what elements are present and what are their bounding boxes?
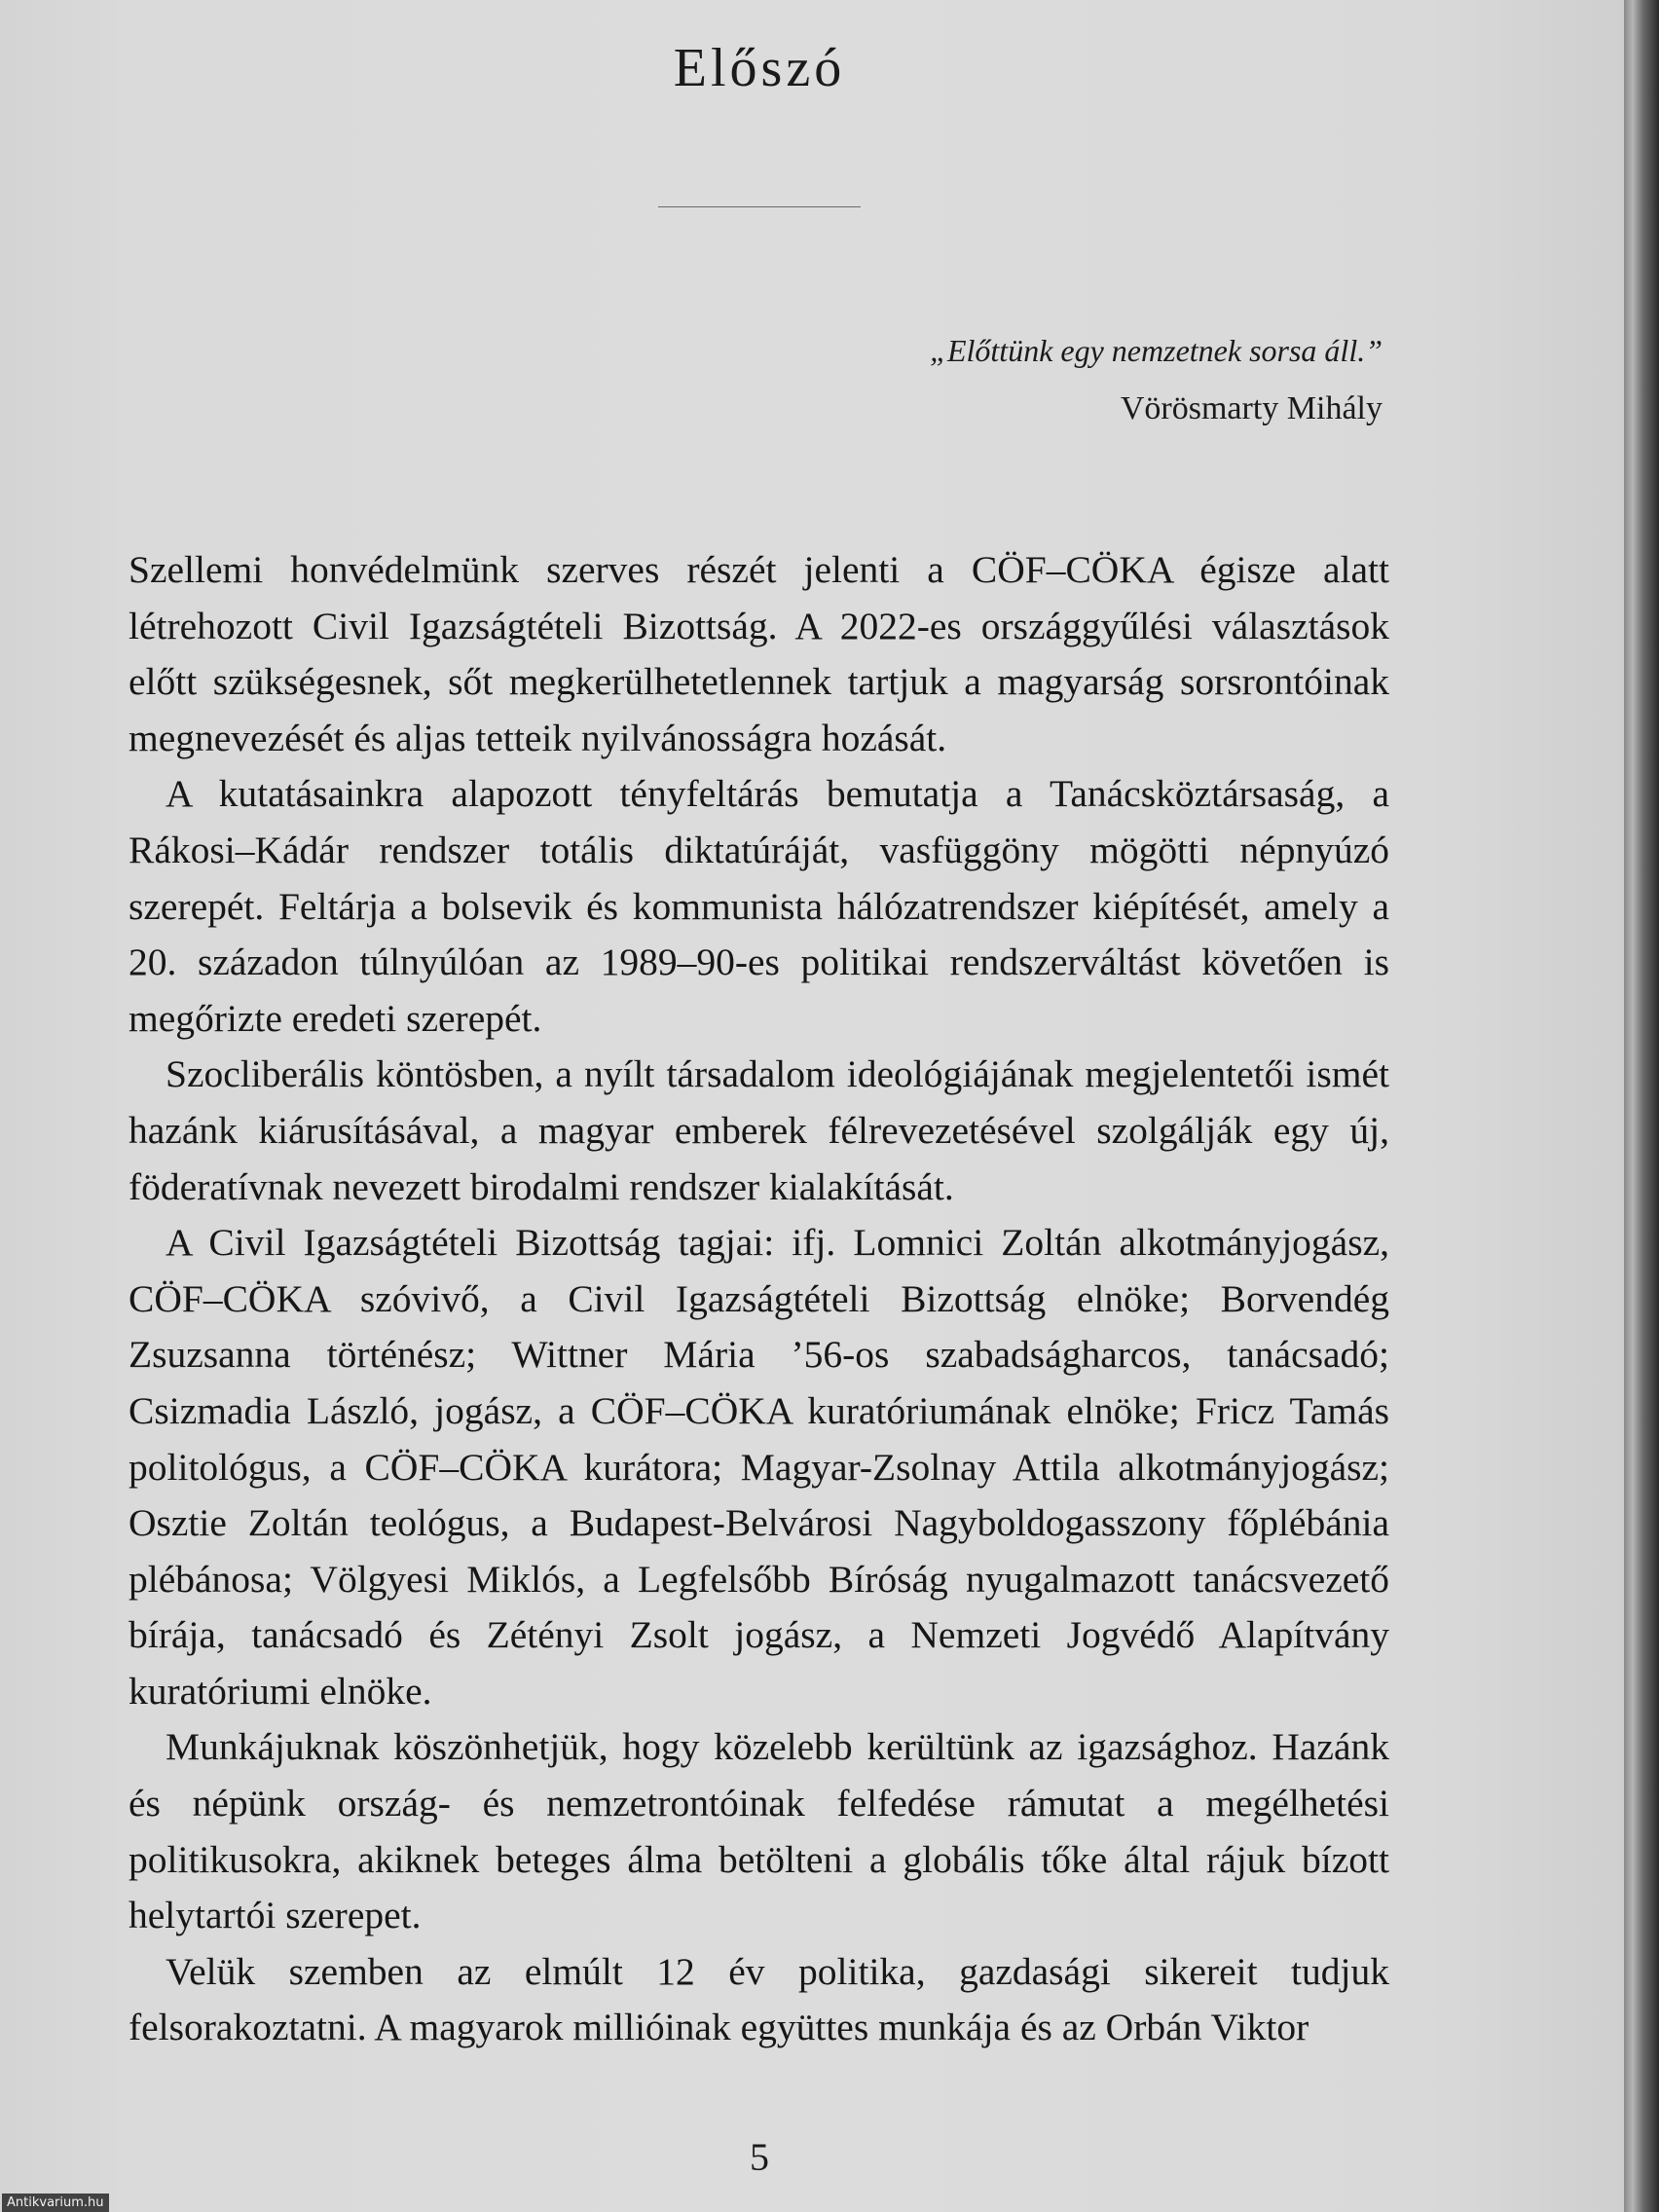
- paragraph-3: Szocliberális köntösben, a nyílt társadalom ideológiájának megjelentetői ismét hazánk kiárusításával, a magyar emberek félrevezetésével szolgálják egy új, föderatívnak nevezett birodalmi rendszer kialakítását.: [129, 1052, 1389, 1208]
- paragraph-4: A Civil Igazságtételi Bizottság tagjai: ifj. Lomnici Zoltán alkotmányjogász, CÖF–CÖKA szóvivő, a Civil Igazságtételi Bizottság elnöke; Borvendég Zsuzsanna történész; Wittner Mária ’56-os szabadságharcos, tanácsadó; Csizmadia László, jogász, a CÖF–CÖKA kuratóriumának elnöke; Fricz Tamás politológus, a CÖF–CÖKA kurátora; Magyar-Zsolnay Attila alkotmányjogász; Osztie Zoltán teológus, a Budapest-Belvárosi Nagyboldogasszony főplébánia plébánosa; Völgyesi Miklós, a Legfelsőbb Bíróság nyugalmazott tanácsvezető bírája, tanácsadó és Zétényi Zsolt jogász, a Nemzeti Jogvédő Alapítvány kuratóriumi elnöke.: [129, 1221, 1389, 1713]
- paragraph-6: Velük szemben az elmúlt 12 év politika, gazdasági sikereit tudjuk felsorakoztatni. A magyarok millióinak együttes munkája és az Orbán Viktor: [129, 1949, 1389, 2049]
- page-title: Előszó: [673, 38, 846, 98]
- epigraph: [930, 327, 1382, 432]
- body-text: [129, 542, 1389, 2056]
- paragraph-5: Munkájuknak köszönhetjük, hogy közelebb kerültünk az igazsághoz. Hazánk és népünk ország- és nemzetrontóinak felfedése rámutat a megélhetési politikusokra, akiknek beteges álma betölteni a globális tőke által rájuk bízott helytartói szerepet.: [129, 1725, 1389, 1937]
- watermark: Antikvarium.hu: [2, 2194, 109, 2212]
- epigraph-author: Vörösmarty Mihály: [1120, 390, 1382, 426]
- epigraph-quote: „Előttünk egy nemzetnek sorsa áll.”: [930, 333, 1382, 368]
- page-number: 5: [750, 2135, 769, 2179]
- paragraph-1: Szellemi honvédelmünk szerves részét jelenti a CÖF–CÖKA égisze alatt létrehozott Civil Igazságtételi Bizottság. A 2022-es országgyűlési választások előtt szükségesnek, sőt megkerülhetetlennek tartjuk a magyarság sorsrontóinak megnevezését és aljas tetteik nyilvánosságra hozását.: [129, 548, 1389, 759]
- title-divider: [658, 206, 861, 207]
- page-edge-shadow: [1624, 0, 1659, 2212]
- paragraph-2: A kutatásainkra alapozott tényfeltárás bemutatja a Tanácsköztársaság, a Rákosi–Kádár rendszer totális diktatúráját, vasfüggöny mögötti népnyúzó szerepét. Feltárja a bolsevik és kommunista hálózatrendszer kiépítését, amely a 20. századon túlnyúlóan az 1989–90-es politikai rendszerváltást követően is megőrizte eredeti szerepét.: [129, 772, 1389, 1040]
